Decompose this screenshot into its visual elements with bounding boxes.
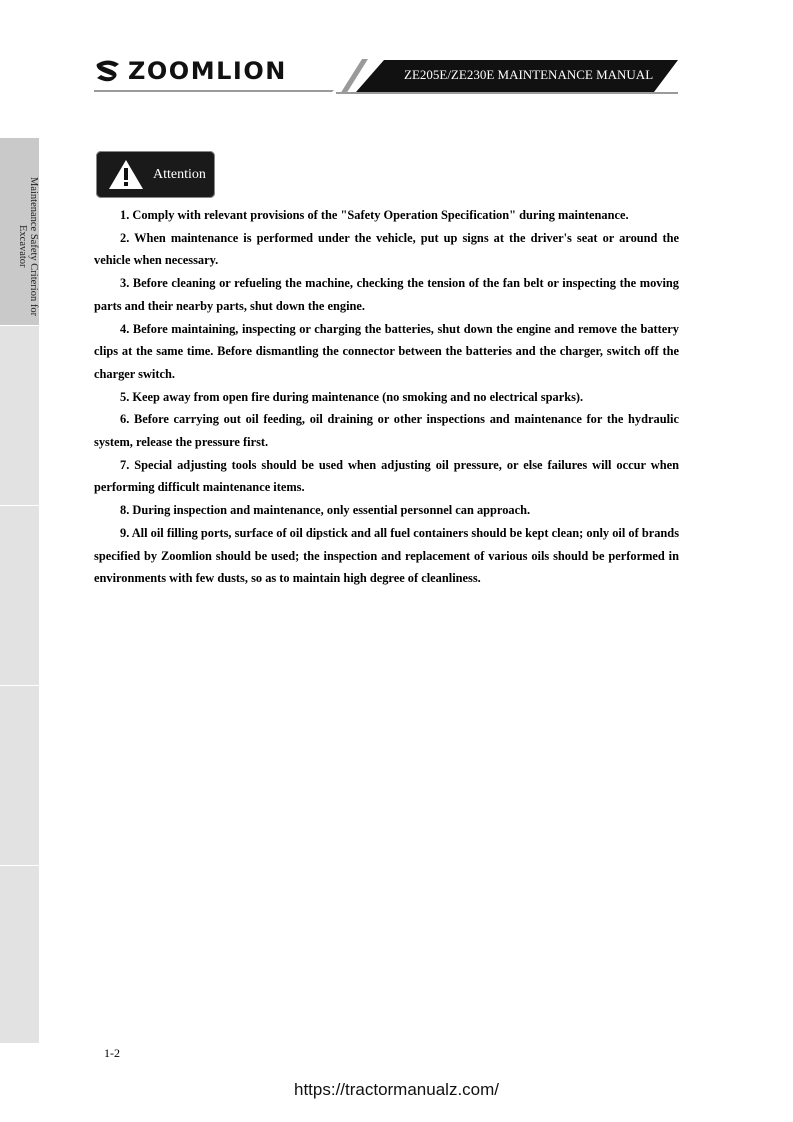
attention-label: Attention [153,167,206,182]
instruction-item: 7. Special adjusting tools should be used when adjusting oil pressure, or else failures will occur when performing difficult maintenance items. [94,457,679,495]
side-tab-strip [0,138,39,1044]
zoomlion-logo-icon [94,58,122,84]
side-tab-label: Maintenance Safety Criterion for Excavator [17,176,39,317]
side-tab-5[interactable] [0,866,39,1044]
page-header [94,54,678,94]
brand-name: ZOOMLION [128,57,287,85]
manual-title: ZE205E/ZE230E MAINTENANCE MANUAL [404,67,654,82]
instruction-item: 4. Before maintaining, inspecting or charging the batteries, shut down the engine and remove the battery clips at the same time. Before dismantling the connector between the batteries and the charger, switch off the charger switch. [94,321,679,381]
safety-instructions [94,204,679,590]
instruction-item: 2. When maintenance is performed under the vehicle, put up signs at the driver's seat or around the vehicle when necessary. [94,230,679,268]
instruction-item: 3. Before cleaning or refueling the machine, checking the tension of the fan belt or inspecting the moving parts and their nearby parts, shut down the engine. [94,276,679,313]
side-tab-active[interactable] [0,138,39,326]
instruction-item: 9. All oil filling ports, surface of oil dipstick and all fuel containers should be kept clean; only oil of brands specified by Zoomlion should be used; the inspection and replacement of various oils should be performed in environments with few dusts, so as to maintain high degree of cleanliness. [94,525,680,586]
warning-triangle-icon [108,159,144,190]
instruction-item: 8. During inspection and maintenance, only essential personnel can approach. [120,503,531,518]
instruction-item: 6. Before carrying out oil feeding, oil draining or other inspections and maintenance for the hydraulic system, release the pressure first. [94,412,679,450]
side-tab-2[interactable] [0,326,39,506]
instruction-item: 5. Keep away from open fire during maintenance (no smoking and no electrical sparks). [120,389,584,404]
source-url[interactable]: https://tractormanualz.com/ [293,1080,500,1099]
page-number: 1-2 [104,1046,120,1060]
instruction-item: 1. Comply with relevant provisions of the "Safety Operation Specification" during maintenance. [120,208,629,222]
attention-badge [96,151,215,198]
brand-logo [94,56,287,86]
side-tab-4[interactable] [0,686,39,866]
side-tab-3[interactable] [0,506,39,686]
